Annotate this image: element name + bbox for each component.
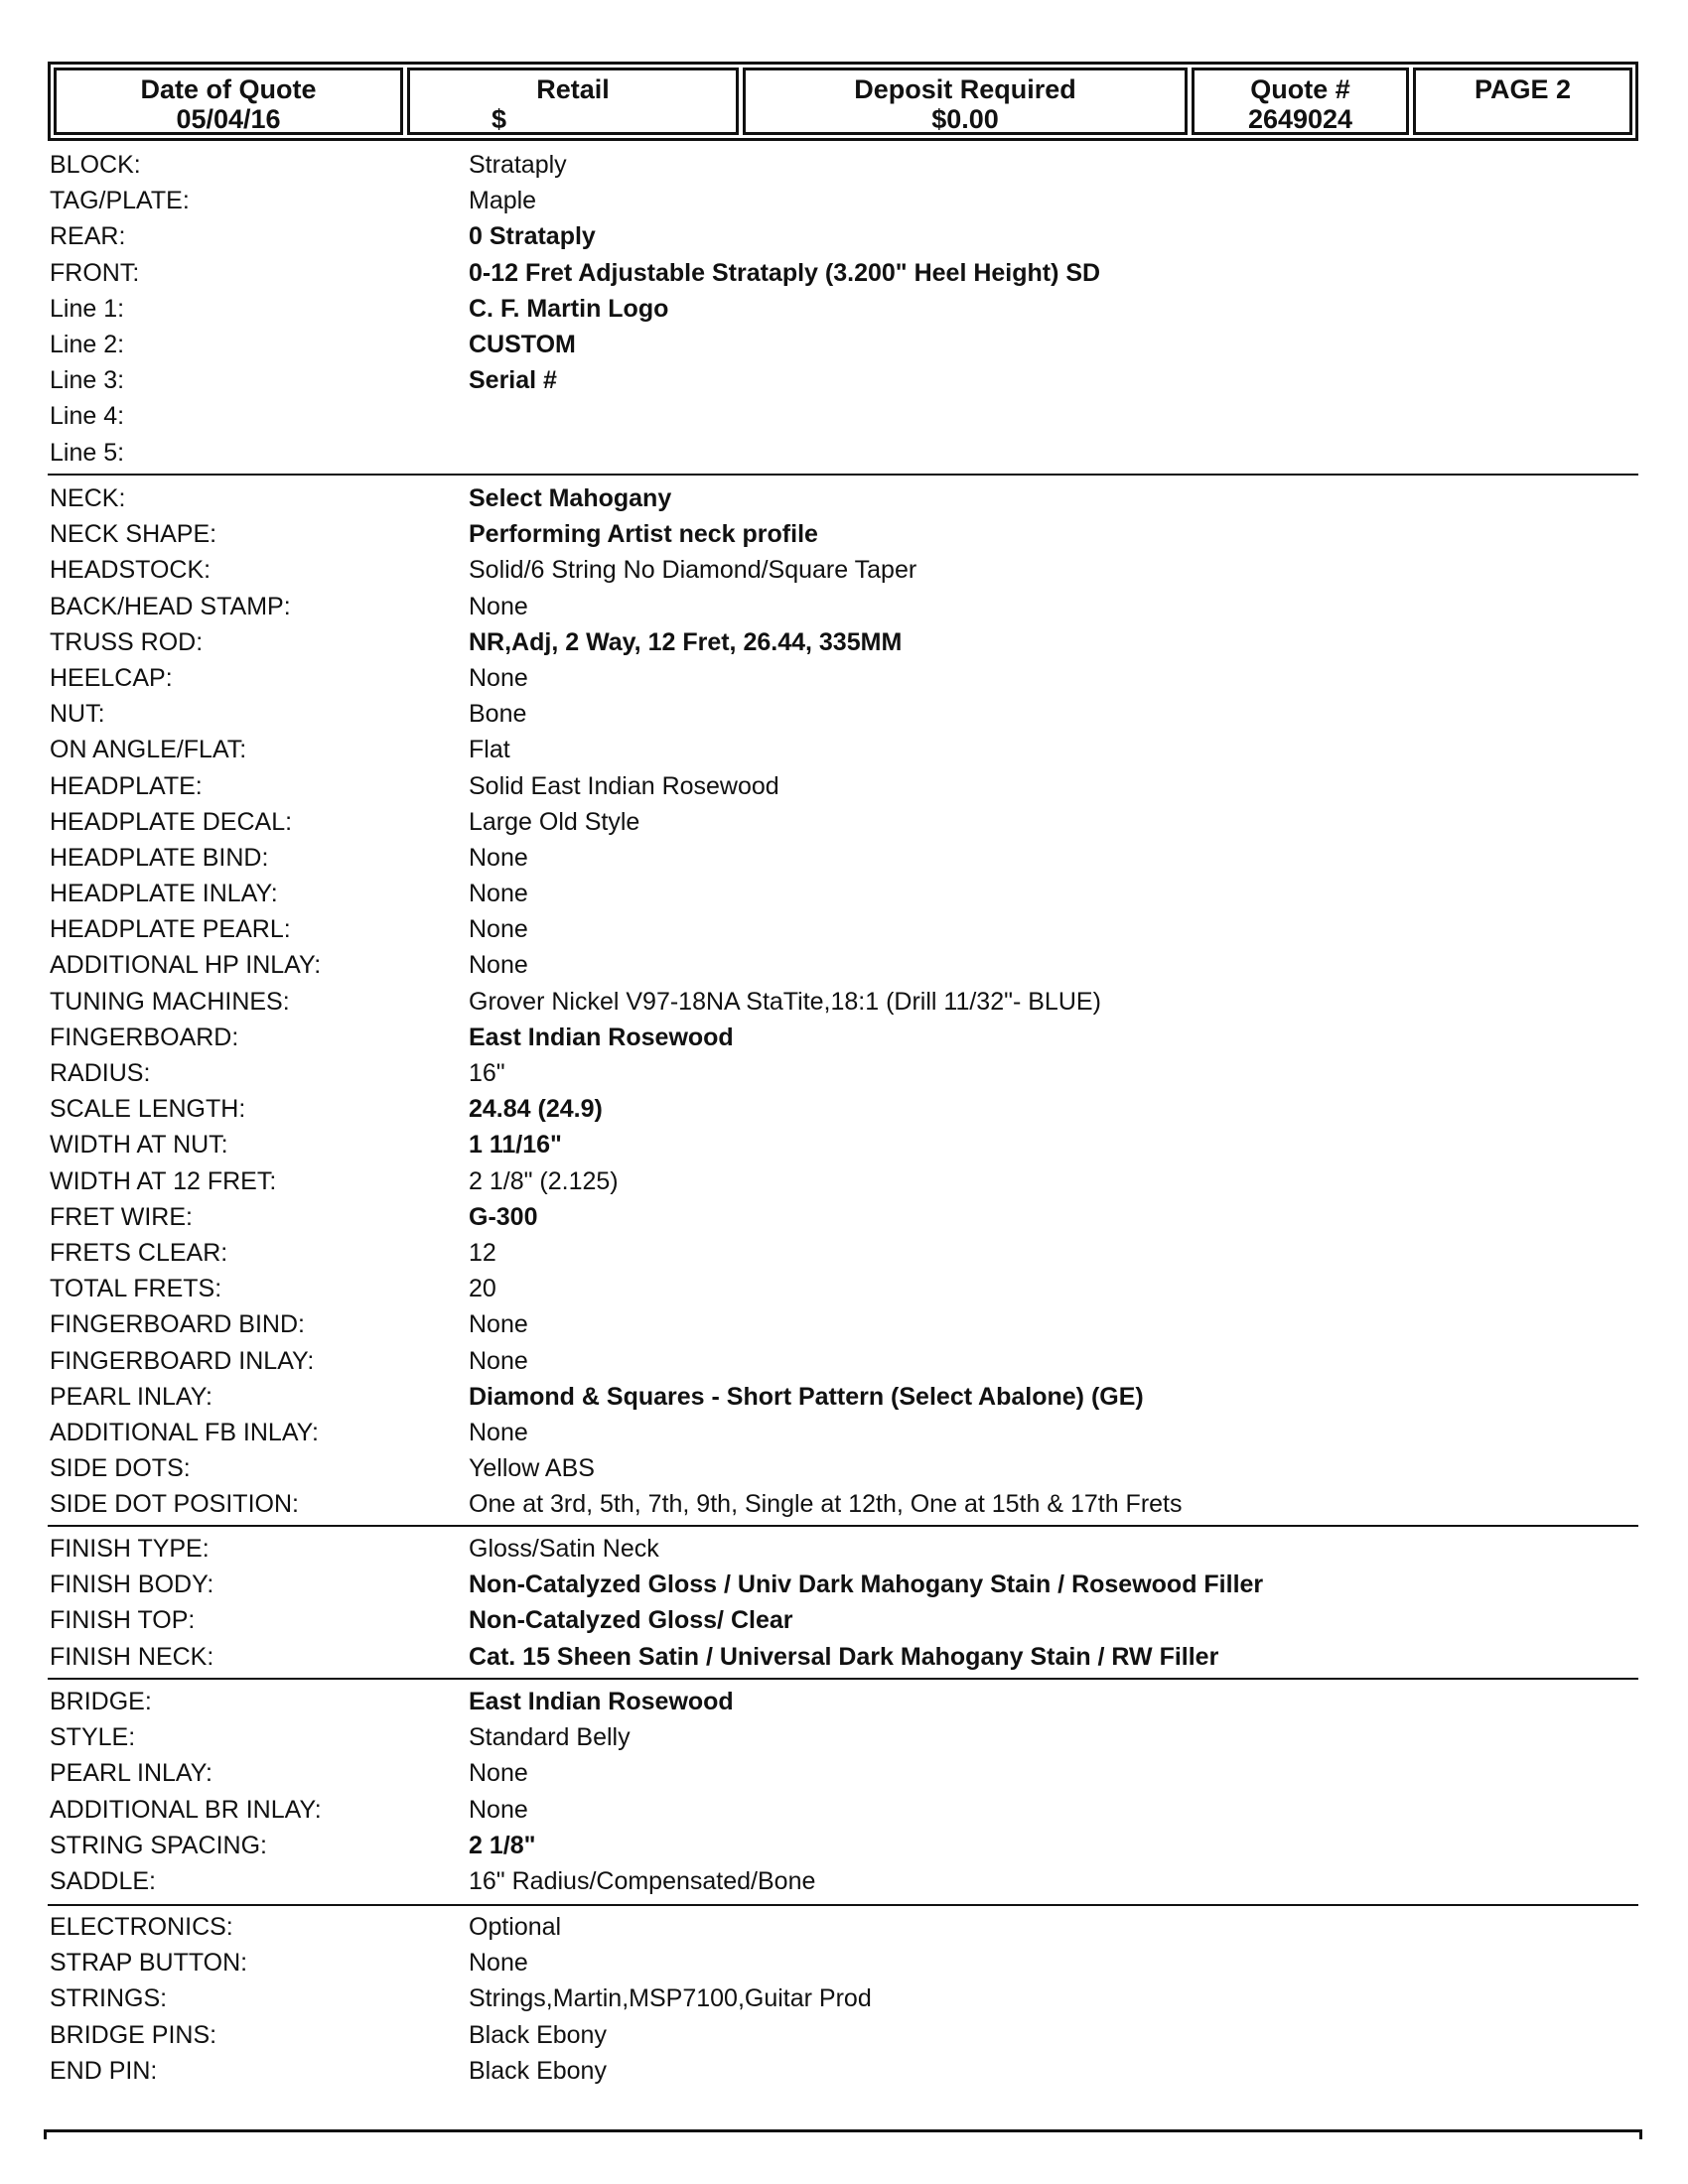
spec-label: STYLE: — [50, 1723, 136, 1752]
spec-value: Non-Catalyzed Gloss / Univ Dark Mahogany Stain / Rosewood Filler — [469, 1570, 1264, 1599]
spec-label: FINISH TYPE: — [50, 1535, 210, 1563]
spec-label: SADDLE: — [50, 1866, 156, 1895]
spec-row — [50, 1020, 1638, 1055]
spec-row — [50, 1055, 1638, 1091]
spec-value: Solid/6 String No Diamond/Square Taper — [469, 556, 917, 585]
quote-number-label: Quote # — [1250, 74, 1350, 104]
spec-value: 20 — [469, 1275, 496, 1303]
spec-value: Gloss/Satin Neck — [469, 1535, 659, 1563]
deposit-required-label: Deposit Required — [854, 74, 1076, 104]
spec-value: Diamond & Squares - Short Pattern (Select Abalone) (GE) — [469, 1382, 1144, 1411]
spec-row — [50, 1828, 1638, 1863]
spec-value: Serial # — [469, 366, 557, 395]
spec-label: NECK SHAPE: — [50, 520, 217, 549]
spec-value: None — [469, 915, 528, 944]
spec-label: RADIUS: — [50, 1059, 151, 1087]
spec-value: Non-Catalyzed Gloss/ Clear — [469, 1606, 793, 1635]
spec-value: 2 1/8" — [469, 1831, 536, 1859]
spec-row — [50, 1271, 1638, 1306]
spec-row — [50, 1343, 1638, 1379]
spec-label: BRIDGE: — [50, 1688, 152, 1715]
spec-row — [50, 732, 1638, 767]
spec-row — [50, 218, 1638, 254]
spec-row — [50, 840, 1638, 876]
spec-value: 0 Strataply — [469, 222, 596, 251]
section-bridge — [50, 1684, 1638, 1899]
spec-row — [50, 2017, 1638, 2053]
spec-value: None — [469, 1310, 528, 1339]
spec-value: Large Old Style — [469, 807, 640, 836]
section-divider — [48, 1525, 1638, 1527]
spec-label: FINGERBOARD: — [50, 1023, 239, 1051]
spec-label: FINGERBOARD BIND: — [50, 1310, 305, 1339]
spec-row — [50, 327, 1638, 362]
spec-value: 16" Radius/Compensated/Bone — [469, 1866, 816, 1895]
spec-value: East Indian Rosewood — [469, 1023, 734, 1051]
spec-row — [50, 291, 1638, 327]
spec-label: FINISH NECK: — [50, 1642, 214, 1671]
spec-label: STRING SPACING: — [50, 1831, 268, 1859]
spec-label: REAR: — [50, 222, 126, 251]
spec-label: HEADPLATE PEARL: — [50, 915, 291, 944]
spec-row — [50, 255, 1638, 291]
spec-label: BLOCK: — [50, 151, 141, 179]
spec-row — [50, 1379, 1638, 1415]
section-block-tag — [50, 147, 1638, 471]
spec-value: Bone — [469, 700, 527, 729]
spec-row — [50, 911, 1638, 947]
spec-label: FRETS CLEAR: — [50, 1238, 228, 1267]
spec-value: NR,Adj, 2 Way, 12 Fret, 26.44, 335MM — [469, 627, 903, 656]
spec-value: Solid East Indian Rosewood — [469, 771, 779, 800]
spec-label: FINISH TOP: — [50, 1606, 196, 1635]
spec-row — [50, 398, 1638, 434]
quote-number-value: 2649024 — [1247, 104, 1353, 134]
spec-row — [50, 1719, 1638, 1755]
spec-value: None — [469, 1949, 528, 1978]
page-number-label: PAGE 2 — [1474, 74, 1572, 104]
spec-label: BACK/HEAD STAMP: — [50, 592, 291, 620]
spec-label: TUNING MACHINES: — [50, 987, 290, 1016]
spec-label: NECK: — [50, 484, 126, 512]
retail-value: $ — [492, 104, 507, 134]
spec-row — [50, 1602, 1638, 1638]
spec-row — [50, 804, 1638, 840]
spec-value: G-300 — [469, 1202, 538, 1231]
section-neck — [50, 480, 1638, 1522]
spec-value: None — [469, 1346, 528, 1375]
spec-value: None — [469, 1759, 528, 1788]
spec-value: Grover Nickel V97-18NA StaTite,18:1 (Drill 11/32"- BLUE) — [469, 987, 1101, 1016]
spec-value: CUSTOM — [469, 330, 576, 358]
spec-row — [50, 1235, 1638, 1271]
spec-row — [50, 183, 1638, 218]
spec-row — [50, 947, 1638, 983]
page-number-cell — [1413, 68, 1632, 135]
spec-row — [50, 589, 1638, 624]
spec-label: TRUSS ROD: — [50, 627, 204, 656]
spec-label: Line 1: — [50, 294, 125, 323]
section-finish — [50, 1531, 1638, 1675]
date-of-quote-cell — [54, 68, 403, 135]
spec-label: HEADSTOCK: — [50, 556, 211, 585]
spec-label: Line 2: — [50, 330, 125, 358]
spec-label: BRIDGE PINS: — [50, 2020, 217, 2049]
deposit-required-value: $0.00 — [931, 104, 999, 134]
spec-row — [50, 1306, 1638, 1342]
spec-row — [50, 1792, 1638, 1828]
date-of-quote-value: 05/04/16 — [176, 104, 281, 134]
spec-label: NUT: — [50, 700, 105, 729]
spec-row — [50, 2053, 1638, 2089]
spec-label: ELECTRONICS: — [50, 1913, 233, 1941]
spec-value: 0-12 Fret Adjustable Strataply (3.200" Heel Height) SD — [469, 258, 1101, 287]
spec-value: Maple — [469, 187, 537, 215]
spec-row — [50, 768, 1638, 804]
spec-row — [50, 1684, 1638, 1719]
spec-value: Select Mahogany — [469, 484, 672, 512]
spec-label: TOTAL FRETS: — [50, 1275, 222, 1303]
spec-value: C. F. Martin Logo — [469, 294, 669, 323]
section-divider — [48, 1904, 1638, 1906]
spec-value: Performing Artist neck profile — [469, 520, 818, 549]
spec-label: STRAP BUTTON: — [50, 1949, 248, 1978]
spec-row — [50, 1639, 1638, 1675]
spec-label: TAG/PLATE: — [50, 187, 190, 215]
spec-row — [50, 1567, 1638, 1602]
spec-row — [50, 480, 1638, 516]
section-divider — [48, 1678, 1638, 1680]
section-hardware — [50, 1909, 1638, 2089]
spec-value: None — [469, 663, 528, 692]
spec-row — [50, 1863, 1638, 1899]
spec-label: ADDITIONAL HP INLAY: — [50, 951, 322, 980]
spec-label: ON ANGLE/FLAT: — [50, 736, 247, 764]
spec-row — [50, 624, 1638, 660]
spec-value: Black Ebony — [469, 2020, 607, 2049]
spec-row — [50, 552, 1638, 588]
spec-value: 12 — [469, 1238, 496, 1267]
spec-label: STRINGS: — [50, 1984, 168, 2013]
spec-row — [50, 696, 1638, 732]
spec-label: FRET WIRE: — [50, 1202, 193, 1231]
spec-row — [50, 1531, 1638, 1567]
spec-row — [50, 1163, 1638, 1199]
spec-value: Yellow ABS — [469, 1454, 595, 1483]
spec-label: SIDE DOTS: — [50, 1454, 191, 1483]
spec-label: WIDTH AT NUT: — [50, 1131, 228, 1160]
page-bottom-border — [44, 2129, 1642, 2132]
spec-value: Strataply — [469, 151, 567, 179]
spec-label: ADDITIONAL FB INLAY: — [50, 1418, 319, 1446]
spec-value: None — [469, 880, 528, 908]
quote-number-cell — [1192, 68, 1409, 135]
spec-row — [50, 1415, 1638, 1450]
spec-value: None — [469, 592, 528, 620]
spec-value: 24.84 (24.9) — [469, 1095, 603, 1124]
spec-label: SIDE DOT POSITION: — [50, 1490, 299, 1519]
spec-label: END PIN: — [50, 2056, 158, 2085]
spec-value: One at 3rd, 5th, 7th, 9th, Single at 12th, One at 15th & 17th Frets — [469, 1490, 1183, 1519]
spec-row — [50, 876, 1638, 911]
spec-row — [50, 147, 1638, 183]
spec-row — [50, 1199, 1638, 1235]
spec-label: HEADPLATE BIND: — [50, 843, 269, 872]
spec-value: None — [469, 843, 528, 872]
spec-label: FINGERBOARD INLAY: — [50, 1346, 315, 1375]
spec-label: FRONT: — [50, 258, 140, 287]
spec-value: None — [469, 1418, 528, 1446]
spec-label: WIDTH AT 12 FRET: — [50, 1166, 277, 1195]
spec-label: PEARL INLAY: — [50, 1759, 212, 1788]
spec-label: HEADPLATE: — [50, 771, 203, 800]
deposit-required-cell — [743, 68, 1188, 135]
spec-label: FINISH BODY: — [50, 1570, 214, 1599]
spec-row — [50, 660, 1638, 696]
spec-row — [50, 1450, 1638, 1486]
spec-value: None — [469, 951, 528, 980]
spec-value: 16" — [469, 1059, 505, 1087]
spec-row — [50, 1091, 1638, 1127]
spec-label: HEADPLATE DECAL: — [50, 807, 293, 836]
spec-row — [50, 1755, 1638, 1791]
spec-row — [50, 362, 1638, 398]
spec-value: 1 11/16" — [469, 1131, 562, 1160]
spec-row — [50, 1127, 1638, 1162]
spec-row — [50, 984, 1638, 1020]
spec-value: Optional — [469, 1913, 562, 1941]
spec-label: PEARL INLAY: — [50, 1382, 212, 1411]
spec-row — [50, 516, 1638, 552]
date-of-quote-label: Date of Quote — [140, 74, 317, 104]
spec-value: Flat — [469, 736, 510, 764]
spec-label: Line 4: — [50, 402, 125, 431]
section-divider — [48, 474, 1638, 476]
spec-value: Standard Belly — [469, 1723, 631, 1752]
retail-cell — [407, 68, 739, 135]
spec-label: HEELCAP: — [50, 663, 173, 692]
spec-row — [50, 1980, 1638, 2016]
spec-row — [50, 1945, 1638, 1980]
spec-row — [50, 435, 1638, 471]
spec-label: Line 3: — [50, 366, 125, 395]
spec-label: ADDITIONAL BR INLAY: — [50, 1795, 322, 1824]
quote-header — [48, 62, 1638, 141]
spec-value: East Indian Rosewood — [469, 1688, 734, 1715]
spec-value: Black Ebony — [469, 2056, 607, 2085]
spec-label: SCALE LENGTH: — [50, 1095, 246, 1124]
spec-row — [50, 1486, 1638, 1522]
spec-label: HEADPLATE INLAY: — [50, 880, 278, 908]
spec-value: 2 1/8" (2.125) — [469, 1166, 619, 1195]
spec-value: Cat. 15 Sheen Satin / Universal Dark Mahogany Stain / RW Filler — [469, 1642, 1219, 1671]
spec-row — [50, 1909, 1638, 1945]
retail-label: Retail — [536, 74, 610, 104]
spec-value: Strings,Martin,MSP7100,Guitar Prod — [469, 1984, 872, 2013]
spec-label: Line 5: — [50, 438, 125, 467]
spec-value: None — [469, 1795, 528, 1824]
